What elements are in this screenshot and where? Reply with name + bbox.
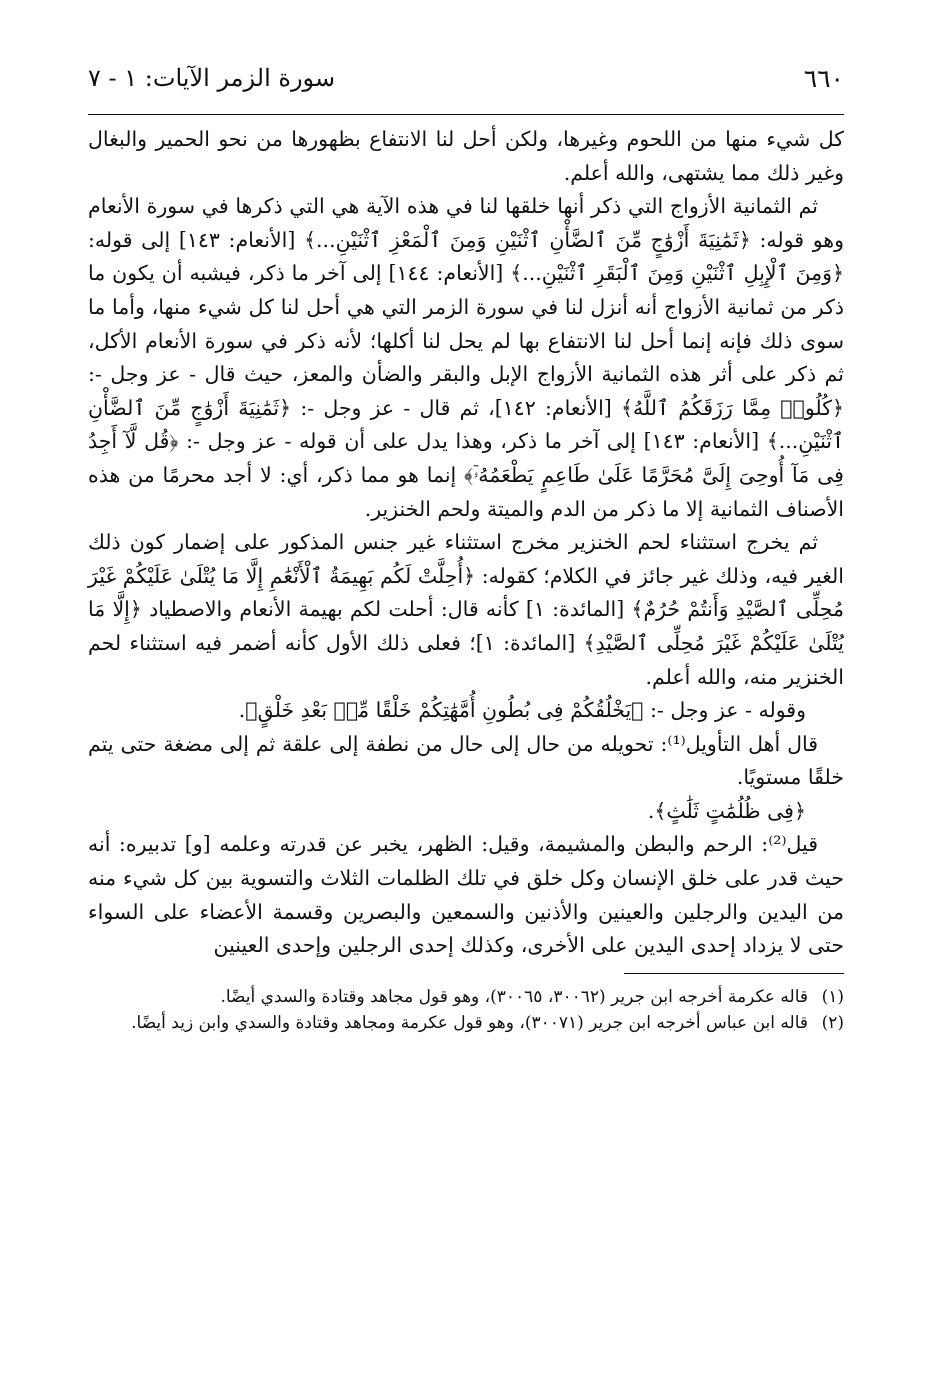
- paragraph-interpretation: قال أهل التأويل⁽¹⁾: تحويله من حال إلى حال من نطفة إلى علقة ثم إلى مضغة حتى يتم خلقًا مستويًا.: [88, 731, 844, 790]
- main-text: [88, 123, 844, 963]
- surah-heading: سورة الزمر الآيات: ١ - ٧: [88, 64, 336, 92]
- page-header: [88, 58, 844, 115]
- paragraph-eight-pairs: ثم الثمانية الأزواج التي ذكر أنها خلقها لنا في هذه الآية هي التي ذكرها في سورة الأنعام وهو قوله: ﴿ثَمَٰنِيَةَ أَزْوَٰجٍ مِّنَ ٱلضَّأْنِ ٱثْنَيْنِ وَمِنَ ٱلْمَعْزِ ٱثْنَيْنِ...﴾ [الأنعام: ١٤٣] إلى قوله: ﴿وَمِنَ ٱلْإِبِلِ ٱثْنَيْنِ وَمِنَ ٱلْبَقَرِ ٱثْنَيْنِ...﴾ [الأنعام: ١٤٤] إلى آخر ما ذكر، فيشبه أن يكون ما ذكر من ثمانية الأزواج أنه أنزل لنا في سورة الزمر التي هي أحل لنا كل شيء منها، وأما ما سوى ذلك فإنه إنما أحل لنا الانتفاع بها لم يحل لنا أكلها؛ لأنه ذكر في سورة الأنعام الأكل، ثم ذكر على أثر هذه الثمانية الأزواج الإبل والبقر والضأن والمعز، حيث قال - عز وجل -: ﴿كُلُوا۟ مِمَّا رَزَقَكُمُ ٱللَّهُ﴾ [الأنعام: ١٤٢]، ثم قال - عز وجل -: ﴿ثَمَٰنِيَةَ أَزْوَٰجٍ مِّنَ ٱلضَّأْنِ ٱثْنَيْنِ...﴾ [الأنعام: ١٤٣] إلى آخر ما ذكر، وهذا يدل على أن قوله - عز وجل -: ﴿قُل لَّآ أَجِدُ فِى مَآ أُوحِىَ إِلَىَّ مُحَرَّمًا عَلَىٰ طَاعِمٍ يَطْعَمُهُۥٓ﴾ إنما هو مما ذكر، أي: لا أجد محرمًا من هذه الأصناف الثمانية إلا ما ذكر من الدم والميتة ولحم الخنزير.: [88, 194, 845, 521]
- footnote-number: (١): [821, 986, 844, 1007]
- paragraph-continuation: كل شيء منها من اللحوم وغيرها، ولكن أحل لنا الانتفاع بظهورها من نحو الحمير والبغال وغير ذلك مما يشتهى، والله أعلم.: [88, 127, 844, 185]
- footnote-number: (٢): [821, 1012, 844, 1033]
- footnote-item: [88, 984, 844, 1010]
- footnote-text: قاله ابن عباس أخرجه ابن جرير (٣٠٠٧١)، وهو قول عكرمة ومجاهد وقتادة والسدي وابن زيد أيضًا.: [131, 1012, 808, 1033]
- footnote-item: [88, 1010, 844, 1036]
- paragraph-darknesses-explained: قيل⁽²⁾: الرحم والبطن والمشيمة، وقيل: الظهر، يخبر عن قدرته وعلمه [و] تدبيره: أنه حيث قدر على خلق الإنسان وكل خلق في تلك الظلمات الثلاث والتسوية بين كل شيء منه من اليدين والرجلين والعينين والأذنين والسمعين والبصرين وقسمة الأعضاء على السواء حتى لا يزداد إحدى اليدين على الأخرى، وكذلك إحدى الرجلين وإحدى العينين: [88, 832, 844, 958]
- page-number: ٦٦٠: [803, 64, 844, 93]
- paragraph-exception: ثم يخرج استثناء لحم الخنزير مخرج استثناء غير جنس المذكور على إضمار كون ذلك الغير فيه، وذلك غير جائز في الكلام؛ كقوله: ﴿أُحِلَّتْ لَكُم بَهِيمَةُ ٱلْأَنْعَٰمِ إِلَّا مَا يُتْلَىٰ عَلَيْكُمْ غَيْرَ مُحِلِّى ٱلصَّيْدِ وَأَنتُمْ حُرُمٌ﴾ [المائدة: ١] كأنه قال: أحلت لكم بهيمة الأنعام والاصطياد ﴿إِلَّا مَا يُتْلَىٰ عَلَيْكُمْ غَيْرَ مُحِلِّى ٱلصَّيْدِ﴾ [المائدة: ١]؛ فعلى ذلك الأول كأنه أضمر فيه استثناء لحم الخنزير منه، والله أعلم.: [88, 530, 844, 689]
- footnotes: [88, 984, 844, 1036]
- paragraph-verse-creation: وقوله - عز وجل -: ﴿يَخْلُقُكُمْ فِى بُطُونِ أُمَّهَٰتِكُمْ خَلْقًا مِّنۢ بَعْدِ خَلْقٍ﴾.: [238, 698, 806, 723]
- footnote-separator: [624, 973, 844, 974]
- footnote-text: قاله عكرمة أخرجه ابن جرير (٣٠٠٦٢، ٣٠٠٦٥)، وهو قول مجاهد وقتادة والسدي أيضًا.: [220, 986, 808, 1007]
- paragraph-three-darknesses: ﴿فِى ظُلُمَٰتٍ ثَلَٰثٍ﴾.: [647, 798, 806, 823]
- book-page: [88, 58, 844, 1348]
